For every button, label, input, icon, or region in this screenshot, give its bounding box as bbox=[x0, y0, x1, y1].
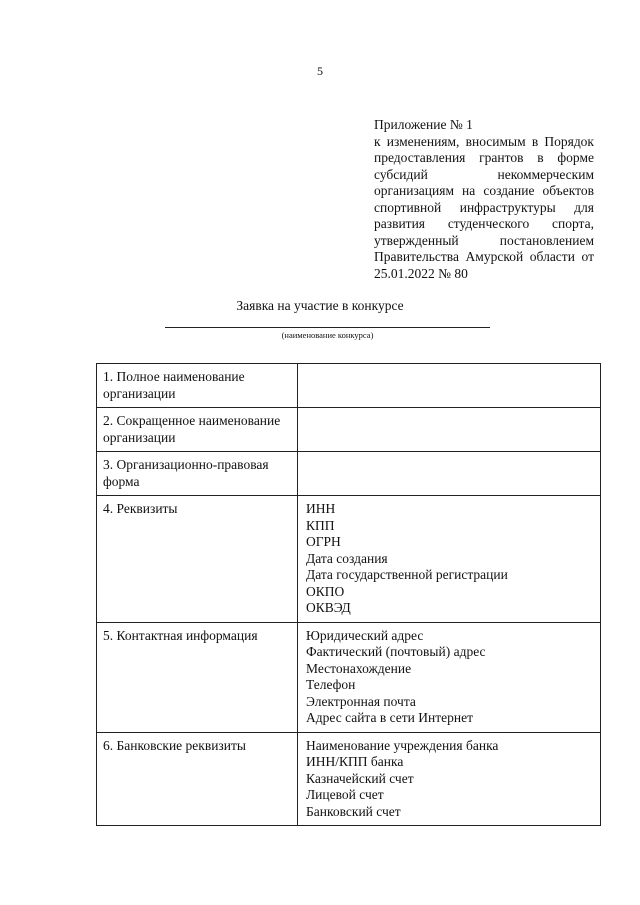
field-kpp: КПП bbox=[306, 517, 335, 533]
table-row bbox=[97, 452, 601, 496]
field-inn: ИНН bbox=[306, 501, 336, 516]
field-creation-date: Дата создания bbox=[306, 550, 388, 566]
field-legal-address: Юридический адрес bbox=[306, 627, 424, 643]
table-row bbox=[97, 496, 601, 623]
field-registration-date: Дата государственной регистрации bbox=[306, 567, 508, 582]
row-label: 5. Контактная информация bbox=[97, 622, 298, 732]
application-form-table bbox=[96, 363, 601, 826]
row-label: 6. Банковские реквизиты bbox=[97, 732, 298, 826]
row-label: 2. Сокращенное наименование организации bbox=[97, 408, 298, 452]
row-value-cell bbox=[298, 364, 601, 408]
table-row bbox=[97, 732, 601, 826]
field-treasury-account: Казначейский счет bbox=[306, 770, 414, 786]
contest-name-caption: (наименование конкурса) bbox=[281, 330, 374, 340]
field-okved: ОКВЭД bbox=[306, 600, 351, 615]
field-website: Адрес сайта в сети Интернет bbox=[306, 710, 473, 725]
field-phone: Телефон bbox=[306, 677, 356, 692]
table-row bbox=[97, 364, 601, 408]
field-ogrn: ОГРН bbox=[306, 534, 341, 549]
field-location: Местонахождение bbox=[306, 660, 412, 676]
document-title: Заявка на участие в конкурсе bbox=[236, 298, 404, 313]
row-label: 4. Реквизиты bbox=[97, 496, 298, 623]
table-row bbox=[97, 622, 601, 732]
row-value-cell bbox=[298, 622, 601, 732]
appendix-title: Приложение № 1 bbox=[374, 117, 473, 132]
page-number: 5 bbox=[317, 64, 323, 78]
appendix-body: к изменениям, вносимым в Порядок предоставления грантов в форме субсидий некоммерческим организациям на создание объектов спортивной инфраструктуры для развития студенческого спорта, утвержденный постановлением Правительства Амурской области от 25.01.2022 № 80 bbox=[374, 133, 594, 281]
field-email: Электронная почта bbox=[306, 693, 416, 709]
row-label: 1. Полное наименование организации bbox=[97, 364, 298, 408]
field-personal-account: Лицевой счет bbox=[306, 787, 384, 802]
field-bank-name: Наименование учреждения банка bbox=[306, 737, 499, 753]
appendix-block bbox=[374, 117, 594, 282]
field-postal-address: Фактический (почтовый) адрес bbox=[306, 644, 486, 659]
row-value-cell bbox=[298, 732, 601, 826]
contest-name-line bbox=[165, 327, 490, 328]
field-bank-account: Банковский счет bbox=[306, 803, 401, 819]
field-okpo: ОКПО bbox=[306, 583, 345, 599]
row-label: 3. Организационно-правовая форма bbox=[97, 452, 298, 496]
table-row bbox=[97, 408, 601, 452]
row-value-cell bbox=[298, 496, 601, 623]
field-bank-inn-kpp: ИНН/КПП банка bbox=[306, 754, 404, 769]
row-value-cell bbox=[298, 408, 601, 452]
row-value-cell bbox=[298, 452, 601, 496]
